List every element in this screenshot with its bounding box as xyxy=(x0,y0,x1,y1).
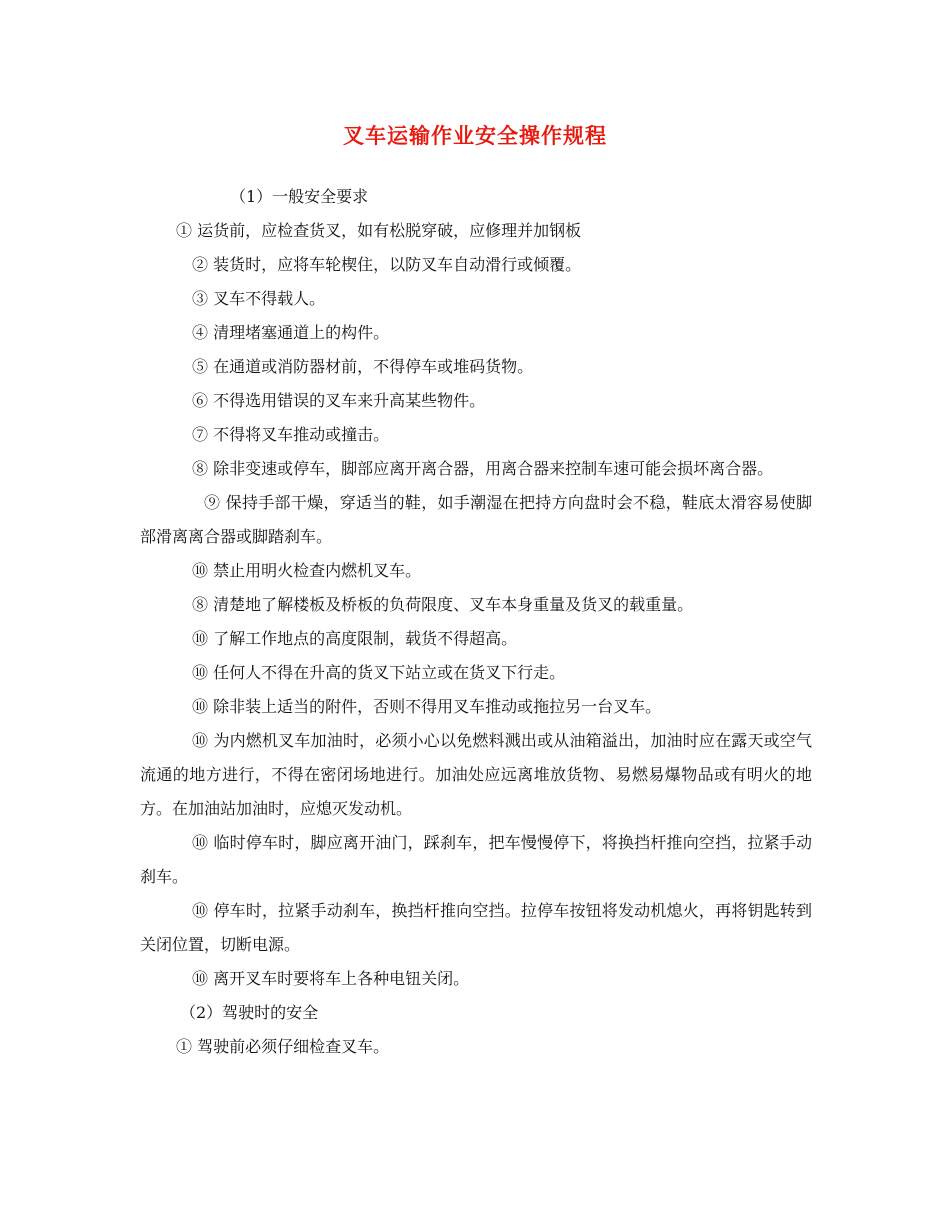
rule-item: ⑧ 除非变速或停车，脚部应离开离合器，用离合器来控制车速可能会损坏离合器。 xyxy=(192,459,774,478)
rule-item: ⑩ 了解工作地点的高度限制，载货不得超高。 xyxy=(192,629,518,648)
rule-item: ⑧ 清楚地了解楼板及桥板的负荷限度、叉车本身重量及货叉的载重量。 xyxy=(192,595,694,614)
section-heading-1: （1）一般安全要求 xyxy=(230,187,369,206)
rule-item: ⑩ 停车时，拉紧手动刹车，换挡杆推向空挡。拉停车按钮将发动机熄火，再将钥匙转到关闭位置，切断电源。 xyxy=(140,901,812,954)
rule-item: ⑥ 不得选用错误的叉车来升高某些物件。 xyxy=(192,391,486,410)
document-body xyxy=(140,180,812,1064)
rule-item: ⑩ 为内燃机叉车加油时，必须小心以免燃料溅出或从油箱溢出，加油时应在露天或空气流通的地方进行，不得在密闭场地进行。加油处应远离堆放货物、易燃易爆物品或有明火的地方。在加油站加油时，应熄灭发动机。 xyxy=(140,731,812,818)
document-title: 叉车运输作业安全操作规程 xyxy=(343,123,607,148)
rule-item: ⑩ 离开叉车时要将车上各种电钮关闭。 xyxy=(192,969,470,988)
section-heading-2: （2）驾驶时的安全 xyxy=(180,1003,319,1022)
rule-item: ② 装货时，应将车轮楔住，以防叉车自动滑行或倾覆。 xyxy=(192,255,582,274)
rule-item: ① 驾驶前必须仔细检查叉车。 xyxy=(176,1037,390,1056)
rule-item: ⑦ 不得将叉车推动或撞击。 xyxy=(192,425,390,444)
rule-item: ⑤ 在通道或消防器材前，不得停车或堆码货物。 xyxy=(192,357,534,376)
rule-item: ⑩ 临时停车时，脚应离开油门，踩刹车，把车慢慢停下，将换挡杆推向空挡，拉紧手动刹车。 xyxy=(140,833,812,886)
rule-item: ④ 清理堵塞通道上的构件。 xyxy=(192,323,390,342)
rule-item: ⑩ 任何人不得在升高的货叉下站立或在货叉下行走。 xyxy=(192,663,566,682)
rule-item: ⑩ 除非装上适当的附件，否则不得用叉车推动或拖拉另一台叉车。 xyxy=(192,697,662,716)
rule-item: ⑩ 禁止用明火检查内燃机叉车。 xyxy=(192,561,422,580)
rule-item: ③ 叉车不得载人。 xyxy=(192,289,326,308)
rule-item: ① 运货前，应检查货叉，如有松脱穿破，应修理并加钢板 xyxy=(176,221,582,240)
rule-item: ⑨ 保持手部干燥，穿适当的鞋，如手潮湿在把持方向盘时会不稳，鞋底太滑容易使脚部滑离离合器或脚踏刹车。 xyxy=(140,493,812,546)
